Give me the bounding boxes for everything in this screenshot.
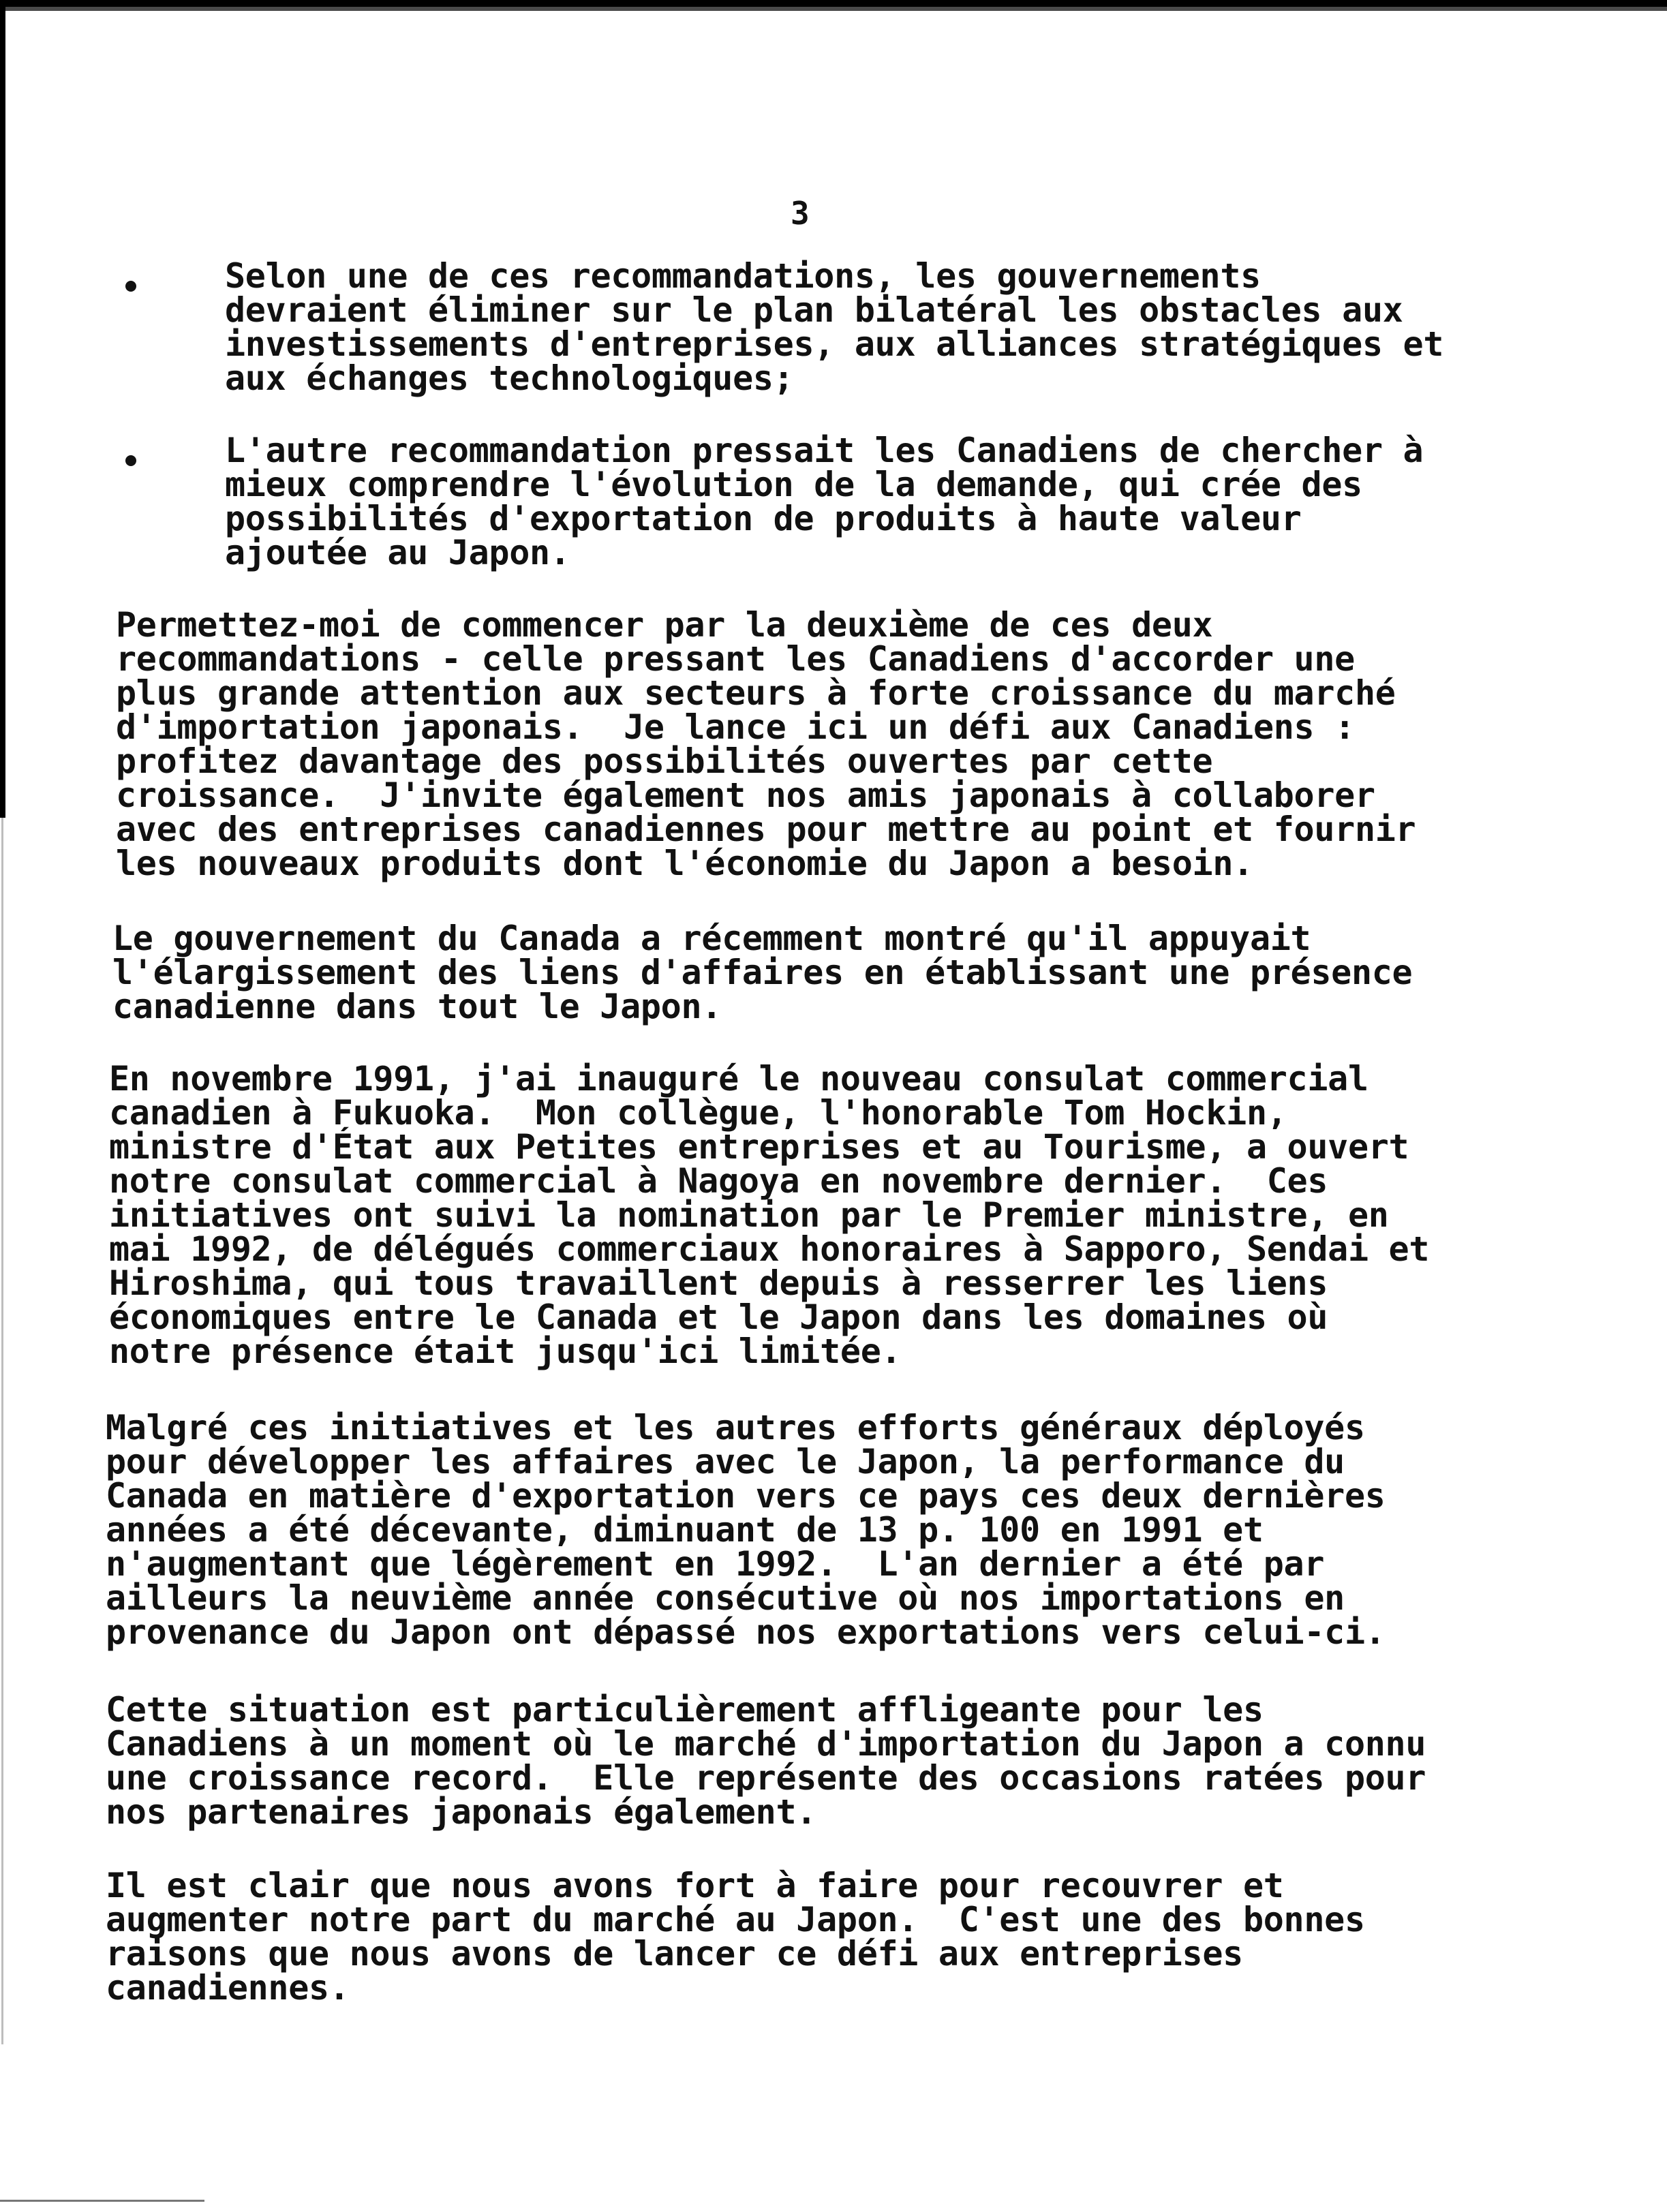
scan-top-border bbox=[0, 0, 1667, 7]
scan-bottom-mark bbox=[0, 2200, 204, 2202]
paragraph-1: Permettez-moi de commencer par la deuxième de ces deux recommandations - celle pressant les Canadiens d'accorder une plus grande attention aux secteurs à forte croissance du marché d'importation japonais. Je lance ici un défi aux Canadiens : profitez davantage des possibilités ouvertes par cette croissance. J'invite également nos amis japonais à collaborer avec des entreprises canadiennes pour mettre au point et fournir les nouveaux produits dont l'économie du Japon a besoin. bbox=[116, 605, 1416, 883]
paragraph-5: Cette situation est particulièrement affligeante pour les Canadiens à un moment où le marché d'importation du Japon a connu une croissance record. Elle représente des occasions ratées pour nos partenaires japonais également. bbox=[106, 1690, 1426, 1832]
bullet-item-1: Selon une de ces recommandations, les gouvernements devraient éliminer sur le plan bilatéral les obstacles aux investissements d'entreprises, aux alliances stratégiques et aux échanges technologiques; bbox=[225, 256, 1444, 398]
page-number: 3 bbox=[791, 195, 810, 232]
paragraph-2: Le gouvernement du Canada a récemment montré qu'il appuyait l'élargissement des liens d'affaires en établissant une présence canadienne dans tout le Japon. bbox=[112, 919, 1413, 1026]
paragraph-4: Malgré ces initiatives et les autres efforts généraux déployés pour développer les affaires avec le Japon, la performance du Canada en matière d'exportation vers ce pays ces deux dernières années a été décevante, diminuant de 13 p. 100 en 1991 et n'augmentant que légèrement en 1992. L'an dernier a été par ailleurs la neuvième année consécutive où nos importations en provenance du Japon ont dépassé nos exportations vers celui-ci. bbox=[106, 1408, 1386, 1652]
bullet-icon bbox=[125, 281, 136, 292]
scan-left-border bbox=[0, 0, 5, 818]
bullet-item-2: L'autre recommandation pressait les Canadiens de chercher à mieux comprendre l'évolution de la demande, qui crée des possibilités d'exportation de produits à haute valeur ajoutée au Japon. bbox=[225, 431, 1424, 572]
scan-left-border-faint bbox=[1, 818, 3, 2044]
bullet-icon bbox=[125, 455, 136, 466]
scan-top-border-shadow bbox=[0, 7, 1667, 11]
paragraph-3: En novembre 1991, j'ai inauguré le nouveau consulat commercial canadien à Fukuoka. Mon collègue, l'honorable Tom Hockin, ministre d'État aux Petites entreprises et au Tourisme, a ouvert notre consulat commercial à Nagoya en novembre dernier. Ces initiatives ont suivi la nomination par le Premier ministre, en mai 1992, de délégués commerciaux honoraires à Sapporo, Sendai et Hiroshima, qui tous travaillent depuis à resserrer les liens économiques entre le Canada et le Japon dans les domaines où notre présence était jusqu'ici limitée. bbox=[109, 1059, 1430, 1371]
paragraph-6: Il est clair que nous avons fort à faire pour recouvrer et augmenter notre part du marché au Japon. C'est une des bonnes raisons que nous avons de lancer ce défi aux entreprises canadiennes. bbox=[106, 1866, 1365, 2008]
